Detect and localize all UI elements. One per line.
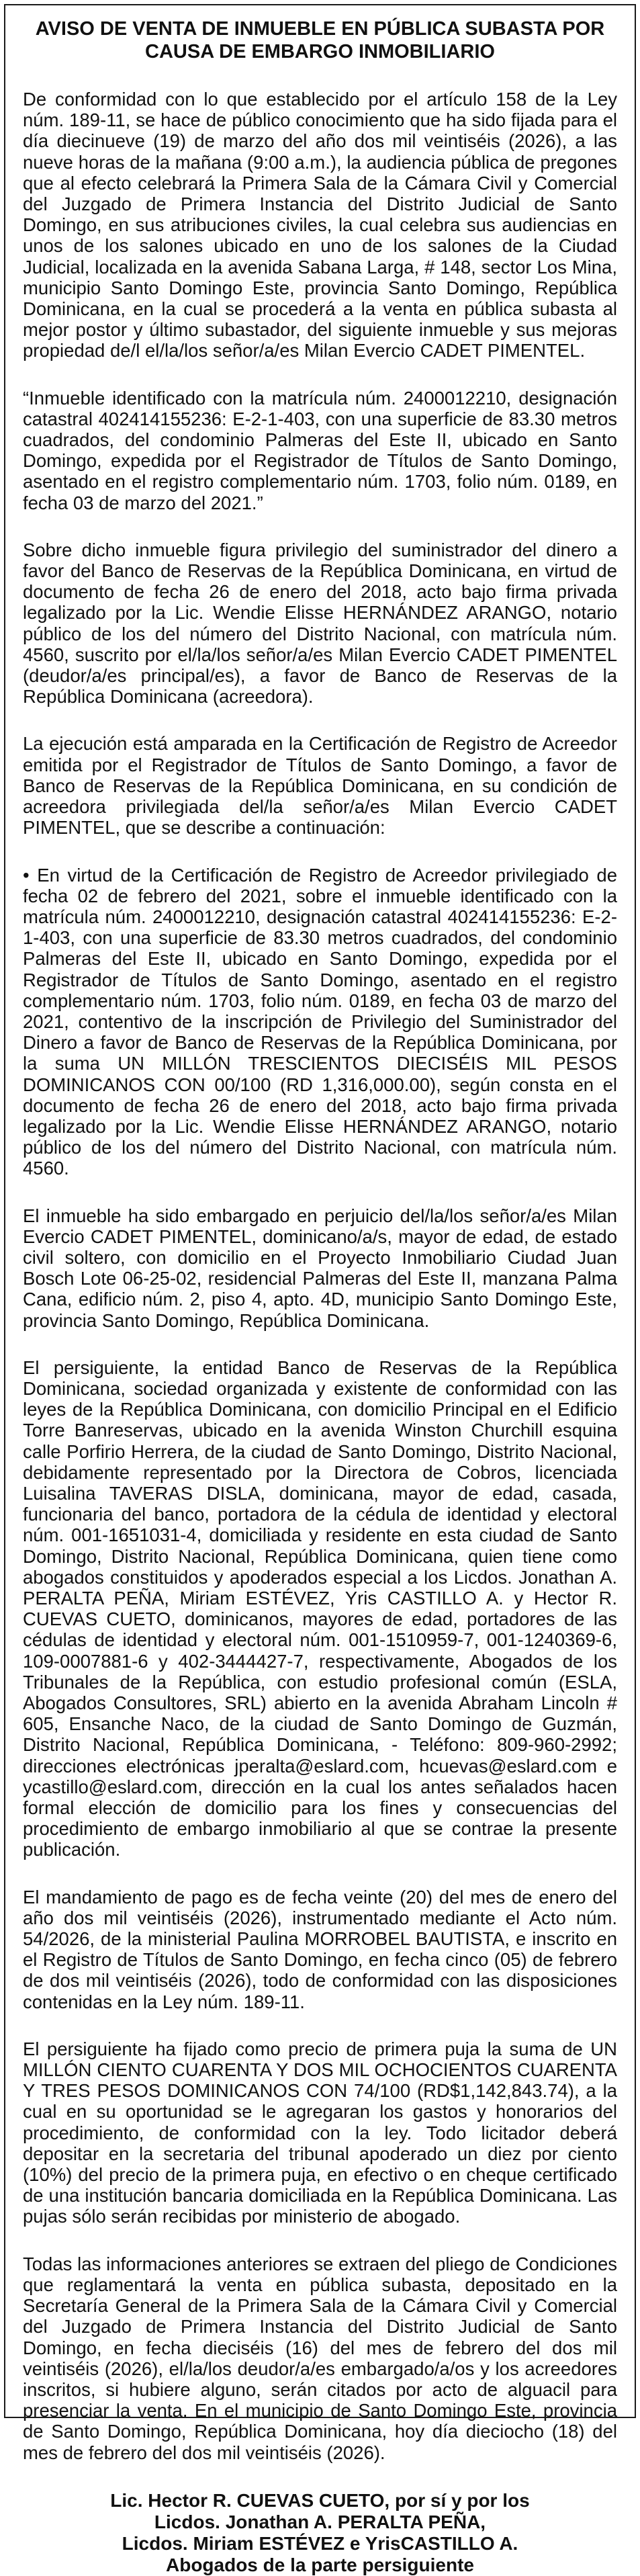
paragraph-hearing-announcement: De conformidad con lo que establecido por el artículo 158 de la Ley núm. 189-11, se hace de público conocimiento que ha sido fijada para el día diecinueve (19) de marzo del año dos mil veintiséis (2026), a las nueve horas de la mañana (9:00 a.m.), la audiencia pública de pregones que al efecto celebrará la Primera Sala de la Cámara Civil y Comercial del Juzgado de Primera Instancia del Distrito Judicial de Santo Domingo, en sus atribuciones civiles, la cual celebra sus audiencias en unos de los salones ubicado en uno de los salones de la Ciudad Judicial, localizada en la avenida Sabana Larga, # 148, sector Los Mina, municipio Santo Domingo Este, provincia Santo Domingo, República Dominicana, en la cual se procederá a la venta en pública subasta al mejor postor y último subastador, del siguiente inmueble y sus mejoras propiedad de/l el/la/los señor/a/es Milan Evercio CADET PIMENTEL. <box>23 89 617 361</box>
paragraph-creditor-certificate: • En virtud de la Certificación de Registro de Acreedor privilegiado de fecha 02 de febrero del 2021, sobre el inmueble identificado con la matrícula núm. 2400012210, designación catastral 402414155236: E-2-1-403, con una superficie de 83.30 metros cuadrados, del condominio Palmeras del Este II, ubicado en Santo Domingo, expedida por el Registrador de Títulos de Santo Domingo, asentado en el registro complementario núm. 1703, folio núm. 0189, en fecha 03 de marzo del 2021, contentivo de la inscripción de Privilegio del Suministrador del Dinero a favor de Banco de Reservas de la República Dominicana, por la suma UN MILLÓN TRESCIENTOS DIECISÉIS MIL PESOS DOMINICANOS CON 00/100 (RD 1,316,000.00), según consta en el documento de fecha 26 de enero del 2018, acto bajo firma privada legalizado por la Lic. Wendie Elisse HERNÁNDEZ ARANGO, notario público de los del número del Distrito Nacional, con matrícula núm. 4560. <box>23 864 617 1179</box>
signature-line-1: Lic. Hector R. CUEVAS CUETO, por sí y por los <box>110 2489 530 2511</box>
paragraph-lender-privilege: Sobre dicho inmueble figura privilegio del suministrador del dinero a favor del Banco de Reservas de la República Dominicana, en virtud de documento de fecha 26 de enero del 2018, acto bajo firma privada legalizado por la Lic. Wendie Elisse HERNÁNDEZ ARANGO, notario público de los del número del Distrito Nacional, con matrícula núm. 4560, suscrito por el/la/los señor/a/es Milan Evercio CADET PIMENTEL (deudor/a/es principal/es), a favor de Banco de Reservas de la República Dominicana (acreedora). <box>23 539 617 707</box>
signature-line-3: Licdos. Miriam ESTÉVEZ e YrisCASTILLO A. <box>122 2532 518 2554</box>
signature-line-4: Abogados de la parte persiguiente <box>166 2554 474 2575</box>
paragraph-payment-order: El mandamiento de pago es de fecha veinte (20) del mes de enero del año dos mil veintiséis (2026), instrumentado mediante el Acto núm. 54/2026, de la ministerial Paulina MORROBEL BAUTISTA, e inscrito en el Registro de Títulos de Santo Domingo, en fecha cinco (05) de febrero de dos mil veintiséis (2026), todo de conformidad con las disposiciones contenidas en la Ley núm. 189-11. <box>23 1886 617 2012</box>
paragraph-execution-basis: La ejecución está amparada en la Certificación de Registro de Acreedor emitida por el Registrador de Títulos de Santo Domingo, a favor de Banco de Reservas de la República Dominicana, en su condición de acreedora privilegiada del/la señor/a/es Milan Evercio CADET PIMENTEL, que se describe a continuación: <box>23 733 617 839</box>
paragraph-seized-debtor: El inmueble ha sido embargado en perjuicio del/la/los señor/a/es Milan Evercio CADET PIMENTEL, dominicano/a/s, mayor de edad, de estado civil soltero, con domicilio en el Proyecto Inmobiliario Ciudad Juan Bosch Lote 06-25-02, residencial Palmeras del Este II, manzana Palma Cana, edificio núm. 2, piso 4, apto. 4D, municipio Santo Domingo Este, provincia Santo Domingo, República Dominicana. <box>23 1205 617 1331</box>
notice-title-line-2: CAUSA DE EMBARGO INMOBILIARIO <box>145 41 495 62</box>
signature-block <box>23 2490 617 2576</box>
notice-title-line-1: AVISO DE VENTA DE INMUEBLE EN PÚBLICA SUBASTA POR <box>35 18 605 40</box>
paragraph-first-bid-price: El persiguiente ha fijado como precio de primera puja la suma de UN MILLÓN CIENTO CUARENTA Y DOS MIL OCHOCIENTOS CUARENTA Y TRES PESOS DOMINICANOS CON 74/100 (RD$1,142,843.74), a la cual en su oportunidad se le agregaran los gastos y honorarios del procedimiento, de conformidad con la ley. Todo licitador deberá depositar en la secretaria del tribunal apoderado un diez por ciento (10%) del precio de la primera puja, en efectivo o en cheque certificado de una institución bancaria domiciliada en la República Dominicana. Las pujas sólo serán recibidas por ministerio de abogado. <box>23 2038 617 2227</box>
notice-border <box>4 4 636 2418</box>
paragraph-property-description: “Inmueble identificado con la matrícula núm. 2400012210, designación catastral 402414155236: E-2-1-403, con una superficie de 83.30 metros cuadrados, del condominio Palmeras del Este II, ubicado en Santo Domingo, expedida por el Registrador de Títulos de Santo Domingo, asentado en el registro complementario núm. 1703, folio núm. 0189, en fecha 03 de marzo del 2021.” <box>23 387 617 513</box>
paragraph-pursuing-party: El persiguiente, la entidad Banco de Reservas de la República Dominicana, sociedad organizada y existente de conformidad con las leyes de la República Dominicana, con domicilio Principal en el Edificio Torre Banreservas, ubicado en la avenida Winston Churchill esquina calle Porfirio Herrera, de la ciudad de Santo Domingo, Distrito Nacional, debidamente representado por la Directora de Cobros, licenciada Luisalina TAVERAS DISLA, dominicana, mayor de edad, casada, funcionaria del banco, portadora de la cédula de identidad y electoral núm. 001-1651031-4, domiciliada y residente en esta ciudad de Santo Domingo, Distrito Nacional, República Dominicana, quien tiene como abogados constituidos y apoderados especial a los Licdos. Jonathan A. PERALTA PEÑA, Miriam ESTÉVEZ, Yris CASTILLO A. y Hector R. CUEVAS CUETO, dominicanos, mayores de edad, portadores de las cédulas de identidad y electoral núm. 001-1510959-7, 001-1240369-6, 109-0007881-6 y 402-3444427-7, respectivamente, Abogados de los Tribunales de la República, con estudio profesional común (ESLA, Abogados Consultores, SRL) abierto en la avenida Abraham Lincoln # 605, Ensanche Naco, de la ciudad de Santo Domingo de Guzmán, Distrito Nacional, República Dominicana, - Teléfono: 809-960-2992; direcciones electrónicas jperalta@eslard.com, hcuevas@eslard.com e ycastillo@eslard.com, dirección en la cual los antes señalados hacen formal elección de domicilio para los fines y consecuencias del procedimiento de embargo inmobiliario al que se contrae la presente publicación. <box>23 1357 617 1860</box>
signature-line-2: Licdos. Jonathan A. PERALTA PEÑA, <box>154 2511 486 2532</box>
paragraph-conditions-deposit: Todas las informaciones anteriores se extraen del pliego de Condiciones que reglamentará la venta en pública subasta, depositado en la Secretaría General de la Primera Sala de la Cámara Civil y Comercial del Juzgado de Primera Instancia del Distrito Judicial de Santo Domingo, en fecha dieciséis (16) del mes de febrero del dos mil veintiséis (2026), el/la/los deudor/a/es embargado/a/os y los acreedores inscritos, si hubiere alguno, serán citados por acto de alguacil para presenciar la venta. En el municipio de Santo Domingo Este, provincia de Santo Domingo, República Dominicana, hoy día dieciocho (18) del mes de febrero del dos mil veintiséis (2026). <box>23 2253 617 2463</box>
